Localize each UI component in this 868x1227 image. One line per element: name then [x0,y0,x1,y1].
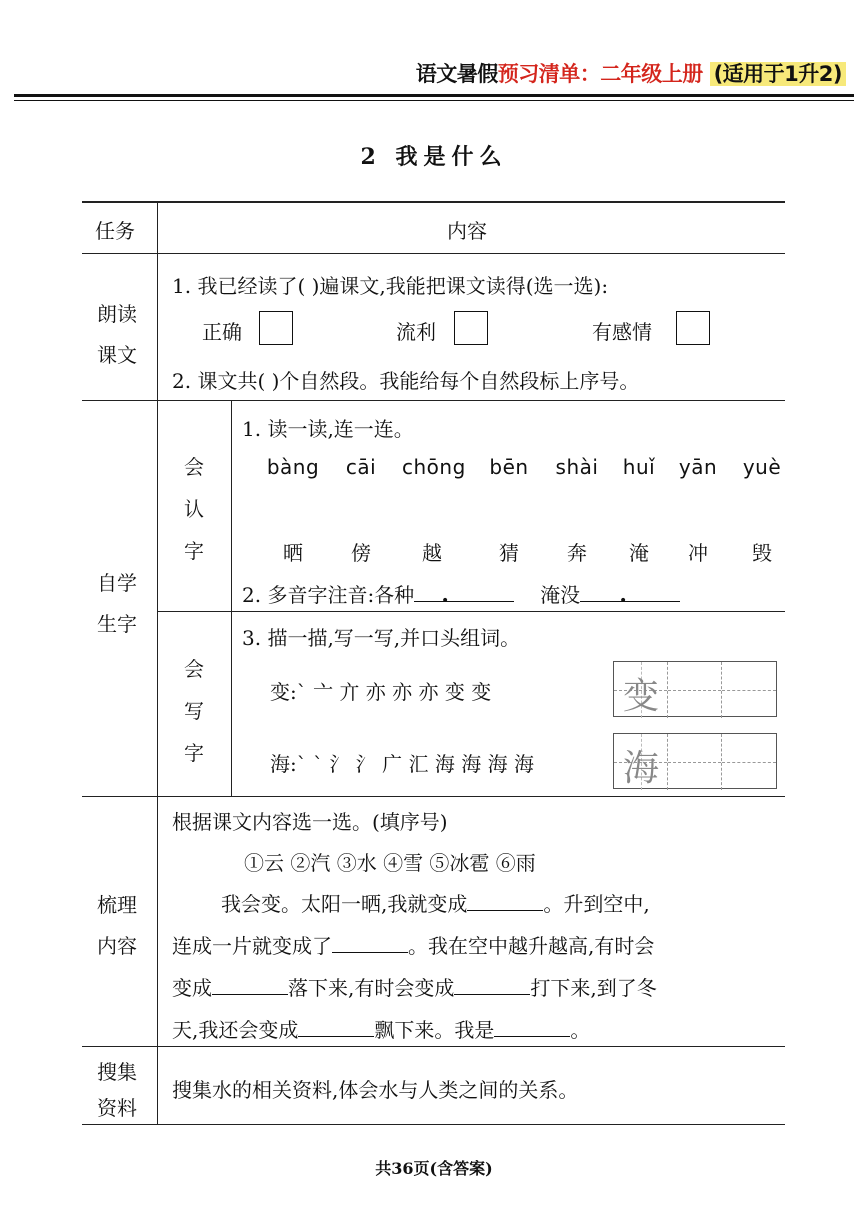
section-label-reading: 朗读课文 [97,302,137,367]
table-border-top [82,201,785,203]
pinyin-item[interactable]: bàng [266,455,320,479]
lesson-title: 2 我是什么 [360,144,508,170]
section-label-research: 搜集资料 [97,1060,137,1120]
table-divider [82,796,785,797]
answer-blank-4[interactable] [454,976,530,995]
character-item[interactable]: 晒 [283,541,303,565]
polyphone-blank-1[interactable] [414,583,514,602]
pinyin-item[interactable]: bēn [489,455,529,479]
table-divider [82,1046,785,1047]
answer-blank-3[interactable] [212,976,288,995]
answer-blank-1[interactable] [467,892,543,911]
answer-blank-5[interactable] [298,1018,374,1037]
option-fluent-label: 流利 [396,320,436,344]
sub-label-write: 会写字 [184,657,204,765]
pinyin-item[interactable]: huǐ [622,455,656,479]
answer-blank-2[interactable] [332,934,408,953]
pinyin-item[interactable]: yuè [742,455,782,479]
character-item[interactable]: 傍 [351,541,371,565]
study-question-1: 1. 读一读,连一连。 [242,417,414,441]
option-expressive-label: 有感情 [592,320,652,344]
pinyin-item[interactable]: shài [555,455,599,479]
trace-char-bian: 变 [622,676,659,717]
header-prefix: 语文暑假 [415,62,498,86]
pinyin-item[interactable]: yān [678,455,718,479]
page-footer: 共36页(含答案) [375,1159,493,1178]
polyphone-prompt: 2. 多音字注音:各种 [242,583,415,607]
table-border-bottom [82,1124,785,1125]
polyphone-blank-2[interactable] [580,583,680,602]
option-correct-label: 正确 [202,320,242,344]
trace-char-hai: 海 [622,748,659,789]
summary-instruction: 根据课文内容选一选。(填序号) [172,810,448,834]
text-fragment: 。 [570,1018,591,1042]
stroke-order-bian: 变:` 亠 亣 亦 亦 亦 变 变 [270,680,492,704]
summary-line-1 [221,888,650,917]
text-fragment: 落下来,有时会变成 [288,976,455,1000]
writing-grid-hai[interactable] [613,733,777,789]
pinyin-item[interactable]: chōng [402,455,466,479]
summary-line-2 [172,930,654,959]
table-divider [157,611,785,612]
page-header [416,58,846,88]
character-item[interactable]: 毁 [752,541,772,565]
summary-line-4 [172,1014,590,1043]
table-divider [82,253,785,254]
option-expressive-checkbox[interactable] [676,311,710,345]
writing-grid-bian[interactable] [613,661,777,717]
study-question-2 [242,579,680,608]
emphasis-dot: • [619,593,628,609]
header-highlight: 预习清单：二年级上册 [497,62,703,86]
character-item[interactable]: 冲 [688,541,708,565]
text-fragment: 打下来,到了冬 [530,976,657,1000]
character-item[interactable]: 越 [422,541,442,565]
option-correct-checkbox[interactable] [259,311,293,345]
summary-line-3 [172,972,657,1001]
character-item[interactable]: 猜 [499,541,519,565]
emphasis-dot: • [441,593,450,609]
header-tag: (适用于1升2) [710,62,846,86]
text-fragment: 我会变。太阳一晒,我就变成 [221,892,468,916]
summary-options: ①云 ②汽 ③水 ④雪 ⑤冰雹 ⑥雨 [244,851,536,875]
text-fragment: 天,我还会变成 [172,1018,299,1042]
sub-label-recognize: 会认字 [184,455,204,563]
answer-blank-6[interactable] [494,1018,570,1037]
text-fragment: 。我在空中越升越高,有时会 [408,934,655,958]
option-fluent-checkbox[interactable] [454,311,488,345]
header-rule-thin [14,100,854,101]
section-label-self-study: 自学生字 [97,571,137,636]
character-item[interactable]: 淹 [629,541,649,565]
table-divider [82,400,785,401]
reading-question-2: 2. 课文共( )个自然段。我能给每个自然段标上序号。 [172,369,640,393]
table-column-divider [157,201,158,1124]
text-fragment: 变成 [172,976,212,1000]
research-task: 搜集水的相关资料,体会水与人类之间的关系。 [172,1078,579,1102]
reading-question-1: 1. 我已经读了( )遍课文,我能把课文读得(选一选): [172,274,609,298]
text-fragment: 连成一片就变成了 [172,934,332,958]
pinyin-item[interactable]: cāi [345,455,377,479]
table-column-divider [231,400,232,796]
header-rule [14,94,854,97]
text-fragment: 飘下来。我是 [374,1018,495,1042]
study-question-3: 3. 描一描,写一写,并口头组词。 [242,626,521,650]
polyphone-word-2: 淹没 [540,583,581,607]
text-fragment: 。升到空中, [543,892,650,916]
column-header-content: 内容 [447,219,487,243]
stroke-order-hai: 海:` ` 氵 氵 广 汇 海 海 海 海 [270,752,534,776]
character-item[interactable]: 奔 [567,541,587,565]
section-label-summary: 梳理内容 [97,893,137,958]
column-header-task: 任务 [95,219,135,243]
